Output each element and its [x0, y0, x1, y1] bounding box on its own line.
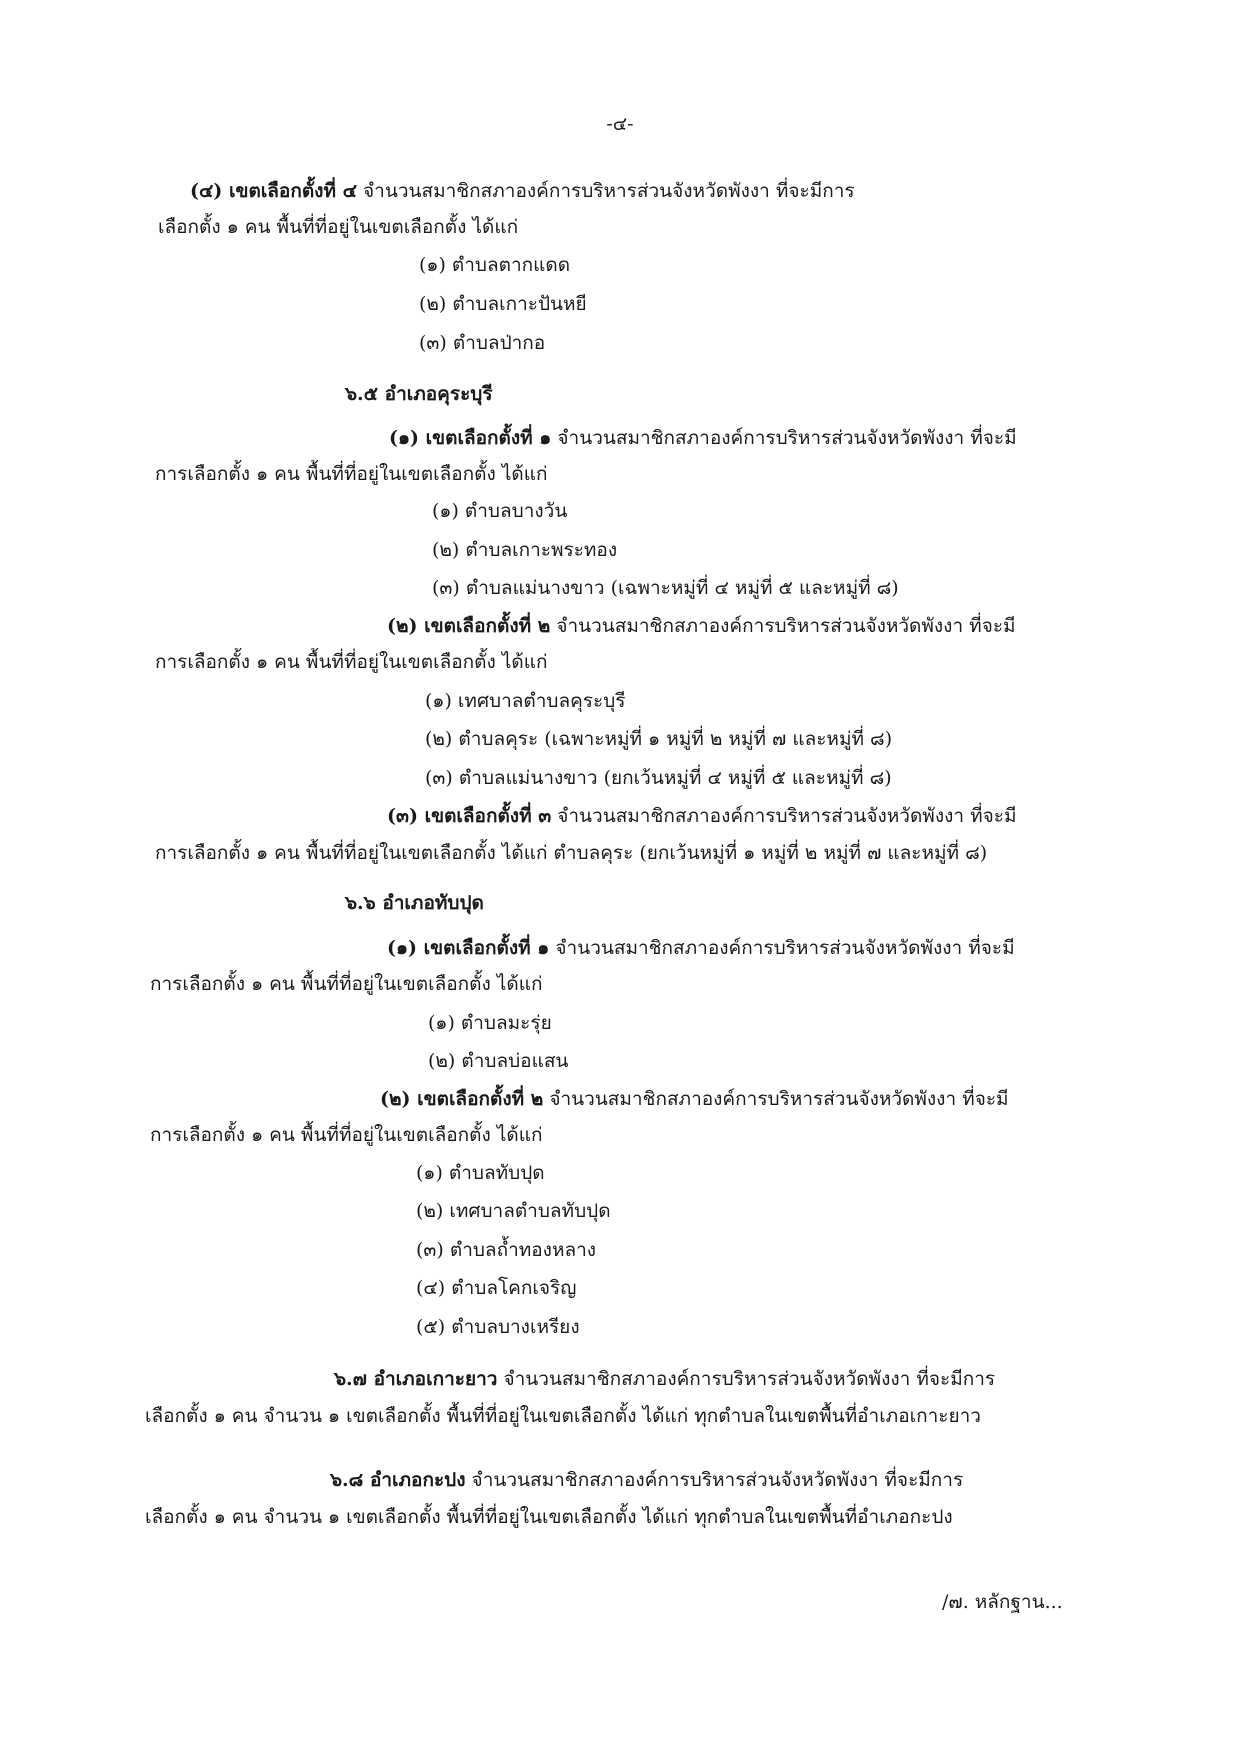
document-line: [155, 841, 987, 866]
document-line: [428, 1011, 552, 1036]
body-text: เลือกตั้ง ๑ คน จำนวน ๑ เขตเลือกตั้ง พื้นที่ที่อยู่ในเขตเลือกตั้ง ได้แก่ ทุกตำบลในเขตพื้นที่อำเภอเกาะยาว: [145, 1405, 981, 1427]
body-text: (๒) ตำบลเกาะปันหยี: [419, 293, 587, 315]
document-line: [416, 1276, 576, 1301]
heading-text: ๖.๗ อำเภอเกาะยาว: [334, 1368, 498, 1390]
heading-text: (๒) เขตเลือกตั้งที่ ๒: [380, 1088, 544, 1110]
heading-text: (๑) เขตเลือกตั้งที่ ๑: [387, 937, 550, 959]
body-text: (๑) เทศบาลตำบลคุระบุรี: [425, 690, 626, 712]
document-line: [330, 1468, 963, 1493]
heading-text: (๑) เขตเลือกตั้งที่ ๑: [389, 427, 552, 449]
body-text: (๑) ตำบลบางวัน: [432, 500, 568, 522]
document-line: [419, 331, 545, 356]
body-text: (๒) ตำบลคุระ (เฉพาะหมู่ที่ ๑ หมู่ที่ ๒ หมู่ที่ ๗ และหมู่ที่ ๘): [425, 728, 893, 750]
body-text: (๒) ตำบลบ่อแสน: [428, 1050, 569, 1072]
continuation-reference: /๗. หลักฐาน...: [942, 1591, 1063, 1613]
document-line: [432, 499, 567, 524]
document-line: [428, 1049, 568, 1074]
body-text: การเลือกตั้ง ๑ คน พื้นที่ที่อยู่ในเขตเลือกตั้ง ได้แก่: [155, 651, 548, 673]
body-text: จำนวนสมาชิกสภาองค์การบริหารส่วนจังหวัดพังงา ที่จะมี: [551, 805, 1017, 827]
heading-text: (๓) เขตเลือกตั้งที่ ๓: [387, 805, 552, 827]
document-line: [432, 576, 899, 601]
heading-text: (๒) เขตเลือกตั้งที่ ๒: [387, 615, 551, 637]
document-line: [416, 1199, 611, 1224]
body-text: (๒) เทศบาลตำบลทับปุด: [416, 1200, 611, 1222]
body-text: (๓) ตำบลแม่นางขาว (เฉพาะหมู่ที่ ๔ หมู่ที่ ๕ และหมู่ที่ ๘): [432, 577, 899, 599]
document-line: [425, 689, 625, 714]
body-text: การเลือกตั้ง ๑ คน พื้นที่ที่อยู่ในเขตเลือกตั้ง ได้แก่: [150, 1124, 543, 1146]
heading-text: ๖.๘ อำเภอกะปง: [330, 1469, 466, 1491]
document-line: [145, 1505, 953, 1530]
document-line: [345, 891, 484, 916]
document-line: [419, 253, 570, 278]
heading-text: ๖.๕ อำเภอคุระบุรี: [345, 383, 493, 405]
document-line: [150, 972, 542, 997]
body-text: (๓) ตำบลถ้ำทองหลาง: [416, 1239, 597, 1261]
page-number: -๔-: [606, 113, 634, 135]
document-line: [345, 382, 493, 407]
document-line: [416, 1238, 596, 1263]
document-line: [387, 804, 1016, 829]
body-text: การเลือกตั้ง ๑ คน พื้นที่ที่อยู่ในเขตเลือกตั้ง ได้แก่: [150, 973, 543, 995]
body-text: (๕) ตำบลบางเหรียง: [416, 1316, 580, 1338]
body-text: จำนวนสมาชิกสภาองค์การบริหารส่วนจังหวัดพังงา ที่จะมี: [543, 1088, 1009, 1110]
document-line: [334, 1367, 995, 1392]
body-text: เลือกตั้ง ๑ คน พื้นที่ที่อยู่ในเขตเลือกตั้ง ได้แก่: [158, 216, 519, 238]
heading-text: ๖.๖ อำเภอทับปุด: [345, 892, 484, 914]
document-line: [432, 538, 617, 563]
body-text: จำนวนสมาชิกสภาองค์การบริหารส่วนจังหวัดพังงา ที่จะมีการ: [497, 1368, 996, 1390]
body-text: จำนวนสมาชิกสภาองค์การบริหารส่วนจังหวัดพังงา ที่จะมีการ: [465, 1469, 964, 1491]
document-line: [380, 1087, 1009, 1112]
body-text: (๒) ตำบลเกาะพระทอง: [432, 539, 618, 561]
document-line: [387, 614, 1016, 639]
body-text: จำนวนสมาชิกสภาองค์การบริหารส่วนจังหวัดพังงา ที่จะมีการ: [356, 180, 855, 202]
body-text: (๑) ตำบลมะรุ่ย: [428, 1012, 552, 1034]
body-text: จำนวนสมาชิกสภาองค์การบริหารส่วนจังหวัดพังงา ที่จะมี: [550, 615, 1016, 637]
body-text: (๓) ตำบลป่ากอ: [419, 332, 546, 354]
document-line: [389, 426, 1017, 451]
document-line: [158, 215, 518, 240]
body-text: การเลือกตั้ง ๑ คน พื้นที่ที่อยู่ในเขตเลือกตั้ง ได้แก่ ตำบลคุระ (ยกเว้นหมู่ที่ ๑ หมู่ที่ ๒ หมู่ที่ ๗ และหมู่ที่ ๘): [155, 842, 988, 864]
body-text: จำนวนสมาชิกสภาองค์การบริหารส่วนจังหวัดพังงา ที่จะมี: [549, 937, 1015, 959]
body-text: (๔) ตำบลโคกเจริญ: [416, 1277, 577, 1299]
body-text: (๑) ตำบลทับปุด: [416, 1162, 545, 1184]
document-line: [416, 1161, 545, 1186]
document-line: [419, 292, 587, 317]
document-line: [145, 1404, 981, 1429]
document-line: [190, 179, 855, 204]
document-line: [425, 766, 892, 791]
document-line: [425, 727, 892, 752]
heading-text: (๔) เขตเลือกตั้งที่ ๔: [190, 180, 357, 202]
document-line: [155, 650, 547, 675]
body-text: การเลือกตั้ง ๑ คน พื้นที่ที่อยู่ในเขตเลือกตั้ง ได้แก่: [155, 463, 548, 485]
document-line: [155, 462, 547, 487]
body-text: เลือกตั้ง ๑ คน จำนวน ๑ เขตเลือกตั้ง พื้นที่ที่อยู่ในเขตเลือกตั้ง ได้แก่ ทุกตำบลในเขตพื้นที่อำเภอกะปง: [145, 1506, 953, 1528]
document-line: [387, 936, 1015, 961]
body-text: จำนวนสมาชิกสภาองค์การบริหารส่วนจังหวัดพังงา ที่จะมี: [551, 427, 1017, 449]
document-line: [150, 1123, 542, 1148]
body-text: (๓) ตำบลแม่นางขาว (ยกเว้นหมู่ที่ ๔ หมู่ที่ ๕ และหมู่ที่ ๘): [425, 767, 892, 789]
document-line: [416, 1315, 580, 1340]
body-text: (๑) ตำบลตากแดด: [419, 254, 571, 276]
